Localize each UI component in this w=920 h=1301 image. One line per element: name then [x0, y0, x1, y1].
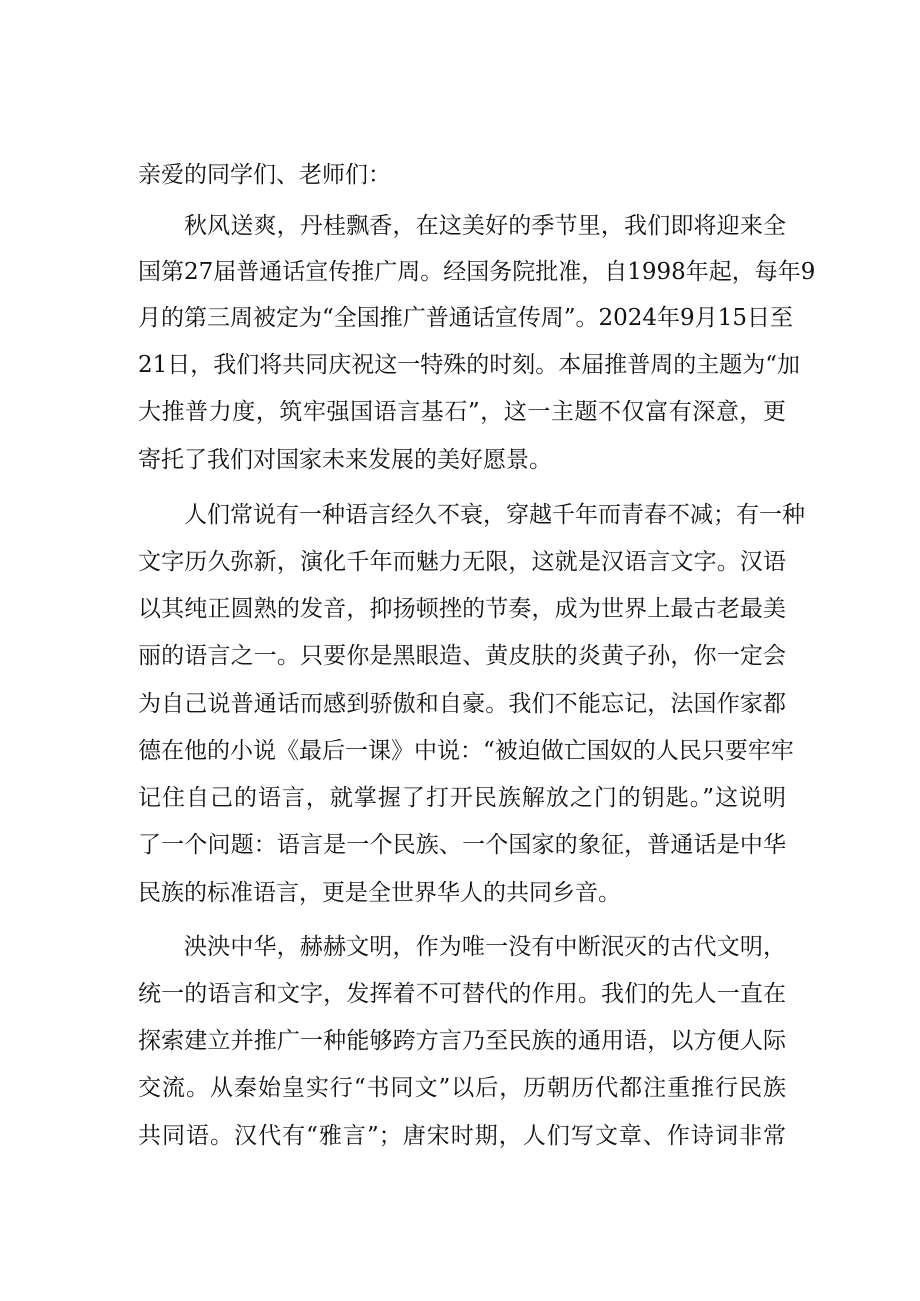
paragraph-2-line-1: 人们常说有一种语言经久不衰，穿越千年而青春不减；有一种: [184, 502, 805, 528]
paragraph-3-line-4: 交流。从秦始皇实行“书同文”以后，历朝历代都注重推行民族: [138, 1075, 786, 1101]
paragraph-1-line-5: 大推普力度，筑牢强国语言基石”，这一主题不仅富有深意，更: [138, 399, 786, 425]
salutation: 亲爱的同学们、老师们：: [138, 162, 391, 188]
paragraph-2-line-2: 文字历久弥新，演化千年而魅力无限，这就是汉语言文字。汉语: [138, 549, 786, 575]
paragraph-3-line-1: 泱泱中华，赫赫文明，作为唯一没有中断泯灭的古代文明，: [184, 934, 786, 960]
paragraph-1-line-6: 寄托了我们对国家未来发展的美好愿景。: [138, 447, 552, 473]
paragraph-3-line-2: 统一的语言和文字，发挥着不可替代的作用。我们的先人一直在: [138, 981, 786, 1007]
paragraph-3-line-5: 共同语。汉代有“雅言”；唐宋时期，人们写文章、作诗词非常: [138, 1123, 786, 1149]
paragraph-3-line-3: 探索建立并推广一种能够跨方言乃至民族的通用语，以方便人际: [138, 1028, 786, 1054]
paragraph-1-line-3: 月的第三周被定为“全国推广普通话宣传周”。2024年9月15日至: [138, 305, 793, 331]
paragraph-1-line-1: 秋风送爽，丹桂飘香，在这美好的季节里，我们即将迎来全: [184, 213, 786, 239]
paragraph-2-line-5: 为自己说普通话而感到骄傲和自豪。我们不能忘记，法国作家都: [138, 691, 786, 717]
paragraph-1-line-4: 21日，我们将共同庆祝这一特殊的时刻。本届推普周的主题为“加: [138, 352, 801, 378]
paragraph-2-line-4: 丽的语言之一。只要你是黑眼造、黄皮肤的炎黄子孙，你一定会: [138, 643, 786, 669]
paragraph-2-line-9: 民族的标准语言，更是全世界华人的共同乡音。: [138, 880, 621, 906]
paragraph-2-line-8: 了一个问题：语言是一个民族、一个国家的象征，普通话是中华: [138, 832, 786, 858]
paragraph-2-line-7: 记住自己的语言，就掌握了打开民族解放之门的钥匙。”这说明: [138, 785, 786, 811]
paragraph-2-line-6: 德在他的小说《最后一课》中说：“被迫做亡国奴的人民只要牢牢: [138, 738, 794, 764]
paragraph-2-line-3: 以其纯正圆熟的发音，抑扬顿挫的节奏，成为世界上最古老最美: [138, 596, 786, 622]
paragraph-1-line-2: 国第27届普通话宣传推广周。经国务院批准，自1998年起，每年9: [138, 259, 816, 285]
